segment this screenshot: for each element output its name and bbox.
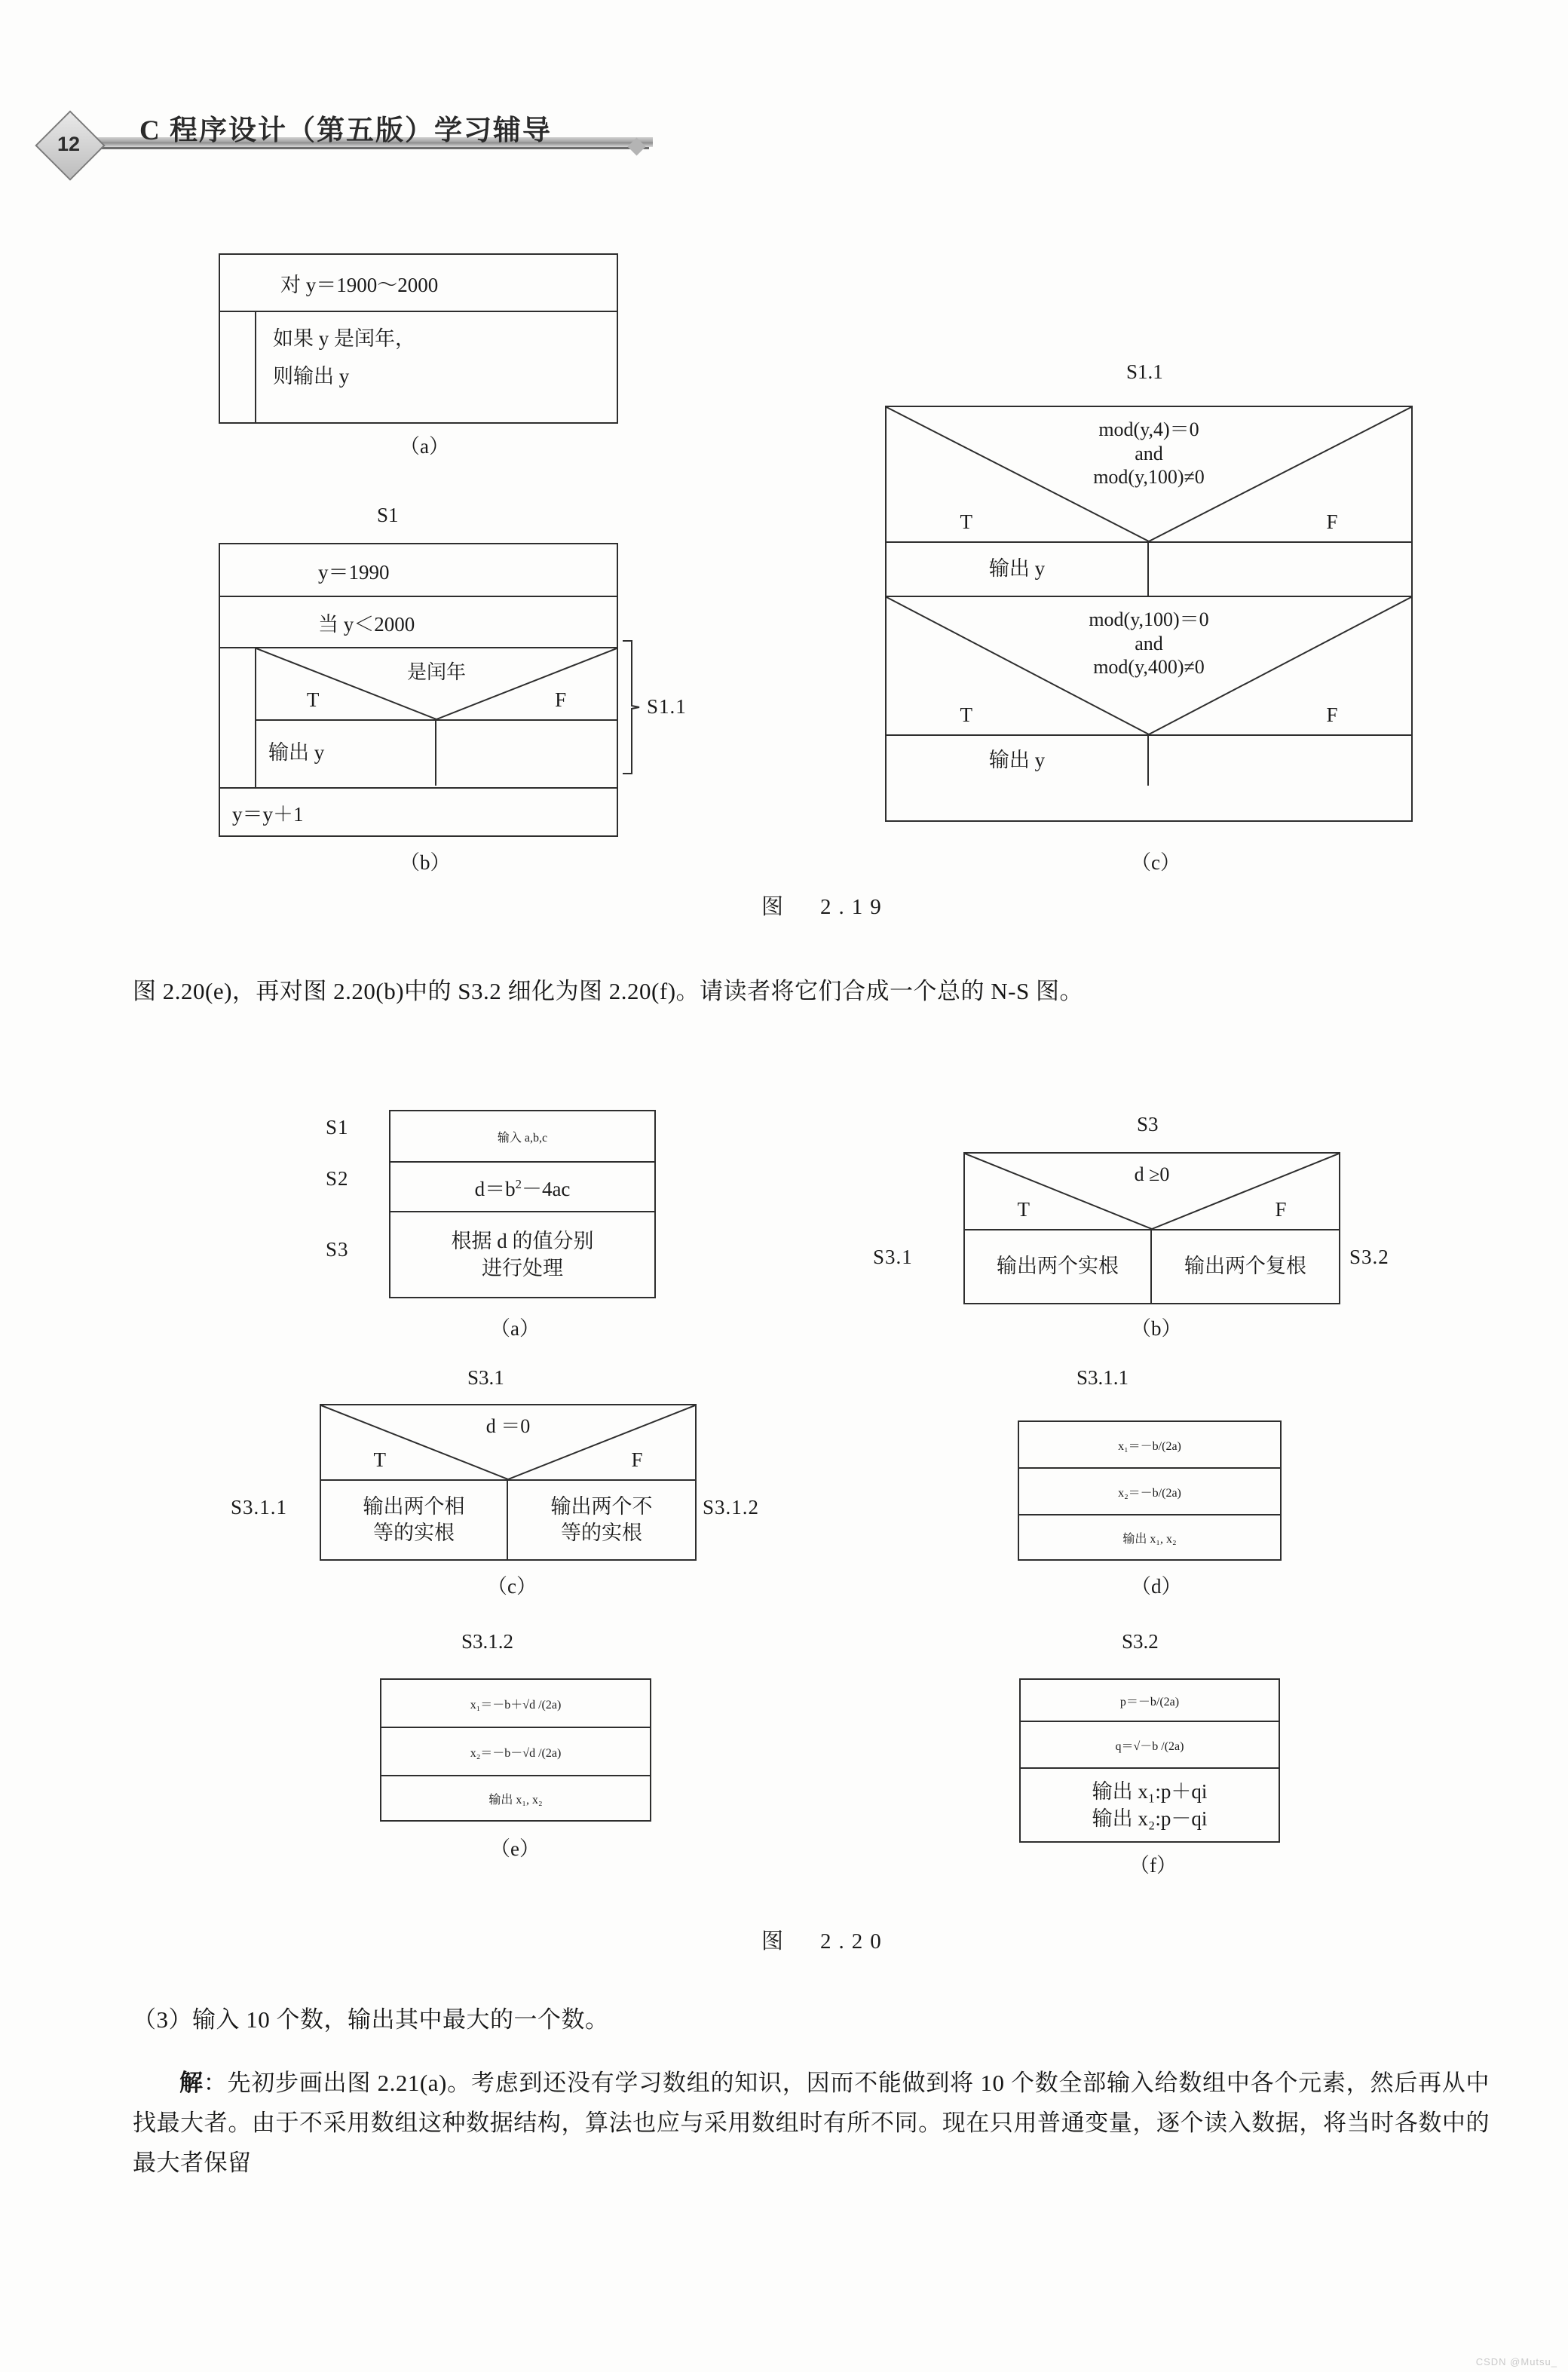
- fig220b-true-label: T: [1017, 1198, 1030, 1221]
- fig220d-sub-caption: （d）: [1131, 1575, 1182, 1598]
- fig219b-condition: 是闰年: [406, 661, 466, 683]
- fig219c-top-label: S1.1: [1126, 360, 1163, 383]
- fig220b-false-body: 输出两个复根: [1184, 1255, 1306, 1278]
- fig220a-row2-sup: 2: [515, 1176, 522, 1191]
- fig220e-row3: 输出 x₁, x₂: [488, 1793, 543, 1807]
- fig220c-right-label: S3.1.2: [703, 1496, 760, 1519]
- fig220f-row1: p＝－b/(2a): [1021, 1680, 1279, 1722]
- fig219a-outer-box: [219, 253, 618, 424]
- fig220a-label-s3: S3: [326, 1238, 349, 1261]
- fig219a-inner-line2: 则输出 y: [273, 365, 350, 388]
- fig220a-sub-caption: （a）: [490, 1317, 540, 1340]
- fig220d-box: [1018, 1420, 1282, 1561]
- question-3-paragraph: （3）输入 10 个数，输出其中最大的一个数。: [133, 2006, 609, 2033]
- fig220a-row1: 输入 a,b,c: [390, 1111, 654, 1163]
- watermark: CSDN @Mutsu_: [1475, 2356, 1557, 2367]
- fig219c-out1: 输出 y: [887, 543, 1149, 596]
- fig220f-row3-line1: 输出 x₁:p＋qi: [1092, 1779, 1208, 1803]
- fig219c-cond1-line3: mod(y,100)≠0: [1093, 466, 1205, 489]
- fig220a-box: [389, 1110, 656, 1298]
- fig220e-sub-caption: （e）: [490, 1837, 540, 1860]
- fig219c-cond2-line2: and: [1135, 632, 1163, 654]
- fig219c-sub-caption: （c）: [1131, 851, 1181, 874]
- fig220b-sub-caption: （b）: [1131, 1317, 1182, 1340]
- answer-3-prefix: 解: [179, 2070, 204, 2096]
- fig220a-label-s1: S1: [326, 1116, 349, 1138]
- fig220d-row2: x₂＝－b/(2a): [1019, 1469, 1280, 1515]
- fig220b-top-label: S3: [1137, 1113, 1159, 1135]
- fig219b-brace-icon: [620, 639, 642, 775]
- fig220a-row2: [390, 1163, 654, 1212]
- fig220f-row3-line2: 输出 x₂:p－qi: [1092, 1807, 1208, 1830]
- fig220f-sub-caption: （f）: [1129, 1854, 1177, 1877]
- fig219c-cond2-line1: mod(y,100)＝0: [1089, 608, 1209, 630]
- fig219a-sub-caption: （a）: [400, 435, 449, 458]
- fig220d-row3: 输出 x₁, x₂: [1122, 1532, 1177, 1546]
- fig219a-outer-label: 对 y＝1900～2000: [280, 273, 439, 296]
- fig220d-top-label: S3.1.1: [1076, 1366, 1129, 1389]
- fig219b-row1: y＝1990: [318, 560, 390, 584]
- fig220b-left-label: S3.1: [873, 1246, 913, 1268]
- fig220f-top-label: S3.2: [1122, 1630, 1159, 1653]
- fig220c-false-line2: 等的实根: [561, 1522, 642, 1544]
- fig219b-top-label: S1: [377, 504, 399, 526]
- figure-2-19-caption: 图 2.19: [761, 895, 889, 919]
- fig220b-false-label: F: [1275, 1198, 1287, 1221]
- fig220c-left-label: S3.1.1: [231, 1496, 288, 1519]
- fig220a-label-s2: S2: [326, 1167, 349, 1190]
- figure-2-20-caption: 图 2.20: [761, 1929, 889, 1954]
- fig219b-side-label: S1.1: [647, 695, 687, 718]
- fig219b-row-last: y＝y＋1: [232, 802, 304, 826]
- page-number: 12: [57, 132, 81, 155]
- fig219b-true-label: T: [306, 688, 320, 711]
- fig220a-row2-prefix: d＝b: [474, 1177, 516, 1200]
- fig219c-cond2-true-label: T: [960, 703, 972, 726]
- fig219c-cond1-line2: and: [1135, 442, 1163, 464]
- fig219c-cond1-false-label: F: [1326, 510, 1338, 533]
- fig219c-out2: 输出 y: [887, 736, 1149, 786]
- fig220b-true-body: 输出两个实根: [965, 1230, 1152, 1303]
- fig219b-false-label: F: [555, 688, 567, 711]
- fig220b-condition: d ≥0: [1134, 1163, 1170, 1185]
- fig219c-cond2-false-label: F: [1326, 703, 1338, 726]
- fig220c-box: [320, 1404, 697, 1561]
- fig219b-true-body: 输出 y: [256, 721, 436, 786]
- fig220c-true-line2: 等的实根: [373, 1522, 455, 1544]
- fig220b-right-label: S3.2: [1349, 1246, 1389, 1268]
- fig220b-box: [963, 1152, 1340, 1304]
- fig220c-true-label: T: [373, 1448, 386, 1471]
- fig220a-row3-line2: 进行处理: [482, 1257, 563, 1279]
- fig220d-row1: x₁＝－b/(2a): [1019, 1422, 1280, 1469]
- answer-3-paragraph: [133, 2063, 1490, 2183]
- running-header: [0, 90, 1568, 173]
- intro-paragraph: 图 2.20(e)，再对图 2.20(b)中的 S3.2 细化为图 2.20(f)。请读者将它们合成一个总的 N-S 图。: [133, 978, 1083, 1004]
- fig219c-out2-false: [1149, 736, 1411, 786]
- fig220c-false-line1: 输出两个不: [550, 1494, 653, 1518]
- fig219c-cond1-line1: mod(y,4)＝0: [1098, 418, 1199, 440]
- fig219c-box: [885, 406, 1413, 822]
- answer-3-body: ：先初步画出图 2.21(a)。考虑到还没有学习数组的知识，因而不能做到将 10 个数全部输入给数组中各个元素，然后再从中找最大者。由于不采用数组这种数据结构，算法也应与采用数组时有所不同。现在只用普通变量，逐个读入数据，将当时各数中的最大者保留: [133, 2070, 1490, 2176]
- book-title: C 程序设计（第五版）学习辅导: [139, 115, 552, 146]
- fig220c-condition: d ＝0: [485, 1415, 531, 1437]
- fig219b-sub-caption: （b）: [400, 851, 451, 874]
- fig219c-cond2-line3: mod(y,400)≠0: [1093, 656, 1205, 679]
- fig220f-box: [1019, 1678, 1280, 1843]
- fig220f-row2: q＝√－b /(2a): [1021, 1722, 1279, 1769]
- fig219c-out1-false: [1149, 543, 1411, 596]
- fig220c-true-line1: 输出两个相: [363, 1494, 465, 1518]
- fig220e-box: [380, 1678, 651, 1822]
- fig219c-cond1-true-label: T: [960, 510, 972, 533]
- fig219b-box: [219, 543, 618, 837]
- fig220a-row3-line1: 根据 d 的值分别: [451, 1229, 594, 1252]
- fig220c-top-label: S3.1: [467, 1366, 504, 1389]
- fig220e-row2: x₂＝－b－√d /(2a): [381, 1728, 650, 1776]
- fig220a-row2-suffix: －4ac: [521, 1177, 571, 1200]
- fig219b-row2: 当 y＜2000: [318, 612, 415, 636]
- fig220e-top-label: S3.1.2: [461, 1630, 514, 1653]
- fig220e-row1: x₁＝－b＋√d /(2a): [381, 1680, 650, 1728]
- fig220c-false-label: F: [631, 1448, 643, 1471]
- fig219b-false-body: [436, 721, 617, 786]
- fig220c-sub-caption: （c）: [487, 1575, 537, 1598]
- fig219a-inner-line1: 如果 y 是闰年，: [273, 327, 415, 350]
